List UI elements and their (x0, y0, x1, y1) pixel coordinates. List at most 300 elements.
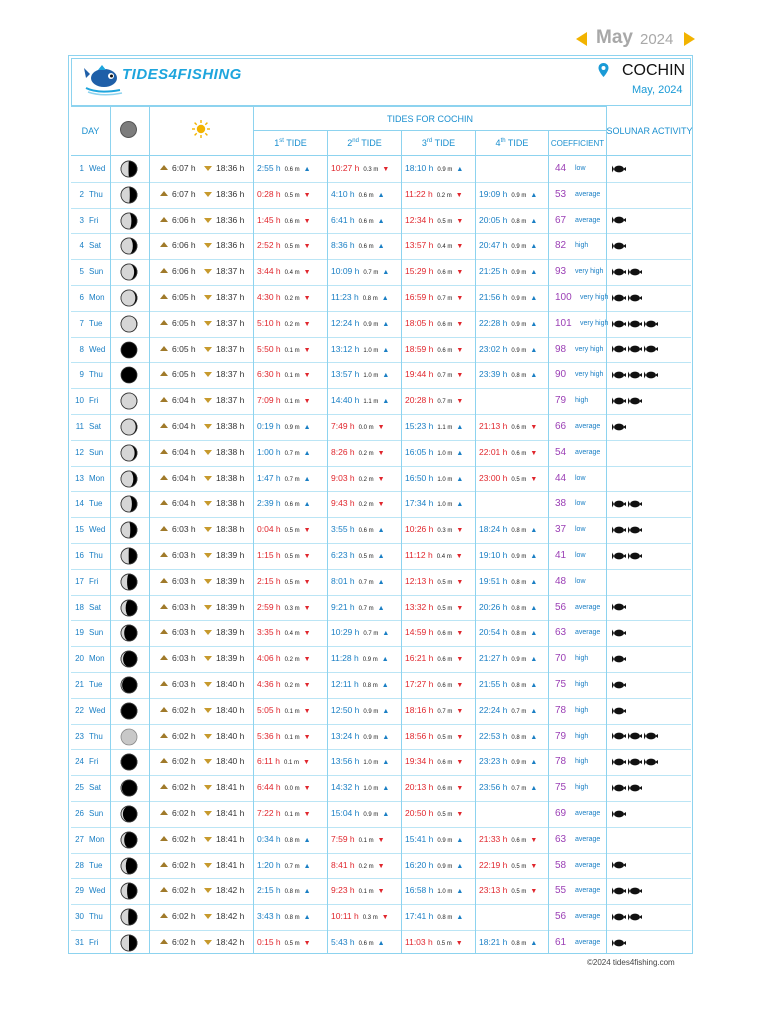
tide-cell (405, 543, 463, 569)
low-tide-arrow-icon: ▼ (456, 269, 464, 277)
high-tide-arrow-icon: ▲ (530, 707, 538, 715)
tide-height: 0.8 m (362, 683, 378, 689)
low-tide-arrow-icon: ▼ (456, 578, 464, 586)
tide2-number: 2 (347, 138, 353, 148)
row-divider (71, 259, 691, 260)
sun-header-icon (192, 120, 210, 138)
tide-time: 18:21 h (479, 937, 508, 947)
fish-activity-icon (628, 371, 642, 379)
previous-month-arrow-icon[interactable] (576, 32, 587, 46)
fish-activity-icon (612, 629, 626, 637)
table-row (0, 698, 768, 724)
weekday: Fri (89, 576, 99, 586)
sunrise-time: 6:03 h (172, 550, 196, 560)
tide-cell (257, 595, 311, 621)
sunrise (160, 233, 196, 259)
tide-cell (331, 595, 385, 621)
tide-height: 0.2 m (284, 321, 300, 328)
tide-time: 0:15 h (257, 937, 281, 947)
tide1-number: 1 (274, 138, 280, 148)
tide-height: 0.5 m (284, 579, 300, 586)
sunrise-arrow-icon (160, 242, 168, 247)
coefficient-label: average (575, 603, 601, 611)
high-tide-arrow-icon: ▲ (382, 707, 390, 715)
tide-time: 12:50 h (331, 704, 360, 715)
tide-time: 15:23 h (405, 421, 434, 431)
fish-activity-icon (612, 500, 626, 508)
sunset-arrow-icon (204, 166, 212, 171)
row-divider (71, 388, 691, 389)
sunrise-arrow-icon (160, 500, 168, 505)
day-number: 1 (79, 164, 84, 173)
tide3-sup: rd (426, 138, 433, 144)
solunar-activity (612, 259, 644, 285)
tide-time: 5:10 h (257, 317, 281, 328)
high-tide-arrow-icon: ▲ (303, 914, 311, 922)
low-tide-arrow-icon: ▼ (456, 372, 464, 380)
sunset-arrow-icon (204, 501, 212, 506)
high-tide-arrow-icon: ▲ (303, 501, 311, 509)
day-number: 4 (79, 241, 84, 251)
sunset-arrow-icon (204, 759, 212, 764)
tide-time: 10:11 h (331, 911, 359, 922)
sunset-arrow-icon (204, 192, 212, 197)
coefficient-value: 79 (555, 730, 567, 742)
tide-height: 0.9 m (437, 167, 453, 173)
sunrise-time: 6:02 h (172, 885, 196, 896)
weekday: Thu (89, 370, 103, 380)
sunrise-arrow-icon (160, 526, 168, 531)
sunset-time: 18:36 h (216, 214, 245, 225)
tide-height: 0.1 m (358, 837, 374, 844)
tide-height: 0.8 m (511, 218, 527, 225)
tide-time: 6:23 h (331, 550, 355, 560)
row-divider (71, 440, 691, 441)
tide-time: 19:44 h (405, 369, 434, 380)
sunrise (160, 853, 196, 879)
sunset (204, 595, 244, 621)
coefficient-value: 54 (555, 446, 567, 458)
tide-height: 0.1 m (284, 812, 300, 818)
tide-cell (405, 569, 463, 595)
sunrise-arrow-icon (160, 810, 168, 815)
low-tide-arrow-icon: ▼ (303, 372, 311, 380)
coefficient-label: very high (575, 268, 604, 276)
high-tide-arrow-icon: ▲ (382, 733, 390, 741)
tide-cell (331, 827, 385, 853)
sunrise-arrow-icon (160, 707, 168, 712)
tide-time: 21:33 h (479, 833, 508, 844)
high-tide-arrow-icon: ▲ (456, 424, 464, 431)
tide-time: 10:26 h (405, 524, 434, 535)
tide-cell (331, 543, 385, 569)
tide-height: 0.9 m (511, 554, 527, 560)
fish-activity-icon (612, 603, 626, 611)
solunar-activity (612, 362, 660, 388)
table-row (0, 182, 768, 208)
row-divider (71, 182, 691, 183)
tide-time: 16:21 h (405, 653, 434, 664)
tide-cell (479, 595, 537, 621)
sunrise-time: 6:02 h (172, 704, 196, 715)
tide-time: 2:59 h (257, 601, 281, 612)
coefficient-label: average (575, 423, 601, 430)
tide-time: 12:11 h (331, 679, 359, 689)
tide-time: 8:01 h (331, 575, 355, 586)
tide-height: 0.7 m (358, 605, 374, 612)
tide-time: 1:15 h (257, 550, 281, 560)
low-tide-arrow-icon: ▼ (303, 811, 311, 818)
tide-time: 15:29 h (405, 266, 434, 277)
tide-time: 4:06 h (257, 653, 281, 664)
tide-height: 1.0 m (363, 347, 379, 354)
tide-cell (257, 620, 311, 646)
tide-time: 22:24 h (479, 704, 508, 715)
tide-cell (257, 182, 311, 208)
sunset (204, 491, 244, 517)
day-number: 20 (75, 654, 84, 664)
fish-activity-icon (612, 732, 626, 740)
solunar-activity (612, 930, 628, 956)
tide-cell (331, 620, 389, 646)
low-tide-arrow-icon: ▼ (456, 527, 464, 535)
tide3-header (402, 138, 475, 148)
tide-height: 0.2 m (358, 450, 374, 457)
tide-height: 0.7 m (363, 631, 379, 638)
high-tide-arrow-icon: ▲ (303, 888, 311, 896)
tide4-word: TIDE (507, 138, 529, 148)
weekday: Sun (89, 809, 104, 818)
coefficient-label: high (575, 784, 589, 792)
low-tide-arrow-icon: ▼ (303, 759, 310, 767)
row-divider (71, 749, 691, 750)
header-top-line (71, 106, 606, 107)
tide-height: 0.9 m (511, 321, 527, 328)
solunar-activity (612, 698, 628, 724)
sunset-time: 18:39 h (216, 575, 245, 586)
tide-height: 0.5 m (437, 812, 453, 818)
low-tide-arrow-icon: ▼ (456, 217, 464, 225)
day-number: 27 (75, 834, 84, 844)
tide-time: 20:50 h (405, 808, 434, 818)
tide-time: 22:01 h (479, 446, 508, 457)
tide-cell (405, 595, 463, 621)
tide-height: 0.9 m (284, 425, 300, 431)
tide-cell (479, 930, 537, 956)
fish-activity-icon (628, 913, 642, 921)
tide-height: 0.5 m (284, 554, 300, 560)
tide-height: 0.5 m (284, 192, 300, 199)
tide-cell (405, 156, 463, 182)
sunset (204, 208, 244, 234)
fish-activity-icon (628, 732, 642, 740)
row-divider (71, 337, 691, 338)
tide-cell (479, 285, 537, 311)
nav-year: 2024 (640, 31, 674, 48)
fish-activity-icon (612, 552, 626, 560)
tides-subheader-line (254, 130, 606, 131)
solunar-activity (612, 878, 644, 904)
next-month-arrow-icon[interactable] (684, 32, 695, 46)
tide-time: 20:47 h (479, 240, 508, 251)
tide-cell (405, 672, 463, 698)
sunset-time: 18:40 h (216, 704, 245, 715)
day-number: 13 (75, 473, 84, 483)
weekday: Mon (89, 473, 105, 483)
tide-time: 12:34 h (405, 214, 434, 225)
sunrise (160, 491, 196, 517)
tide-cell (331, 156, 389, 182)
tide-height: 1.0 m (363, 760, 379, 767)
moon-phase-icon (120, 470, 138, 488)
tide-height: 0.5 m (284, 244, 300, 251)
table-row (0, 595, 768, 621)
sunrise (160, 182, 196, 208)
sunrise-time: 6:02 h (172, 833, 196, 844)
high-tide-arrow-icon: ▲ (382, 398, 390, 406)
tide-time: 10:09 h (331, 266, 360, 277)
sunset-arrow-icon (204, 321, 212, 326)
tide-cell (405, 517, 463, 543)
weekday: Sat (89, 422, 102, 431)
sunrise (160, 414, 196, 440)
coefficient-value: 75 (555, 679, 567, 690)
solunar-activity (612, 775, 644, 801)
fish-activity-icon (628, 345, 642, 353)
fish-logo-icon (84, 64, 124, 98)
month-navigator (572, 26, 697, 52)
sunset-arrow-icon (204, 295, 212, 300)
day-number: 17 (75, 576, 84, 586)
tide-cell (405, 904, 463, 930)
sunrise-arrow-icon (160, 604, 168, 609)
moon-phase-icon (120, 599, 138, 617)
tide-cell (257, 517, 311, 543)
high-tide-arrow-icon: ▲ (456, 475, 464, 483)
tide-cell (479, 749, 537, 775)
tide-cell (331, 337, 389, 363)
fish-activity-icon (612, 810, 626, 818)
sunset-time: 18:38 h (216, 472, 245, 483)
tide-time: 10:27 h (331, 163, 360, 173)
weekday: Thu (89, 551, 103, 560)
sunset-arrow-icon (204, 940, 212, 945)
row-divider (71, 698, 691, 699)
tide-time: 23:56 h (479, 782, 508, 793)
tide-time: 16:59 h (405, 292, 434, 302)
low-tide-arrow-icon: ▼ (303, 707, 311, 715)
low-tide-arrow-icon: ▼ (530, 449, 538, 457)
tide-time: 1:45 h (257, 214, 281, 225)
tide-time: 8:41 h (331, 859, 355, 870)
sunset-arrow-icon (204, 218, 212, 223)
sunrise-time: 6:05 h (172, 317, 196, 328)
high-tide-arrow-icon: ▲ (530, 217, 538, 225)
tide-time: 18:24 h (479, 524, 508, 535)
sunrise (160, 259, 196, 285)
tide-height: 0.1 m (284, 734, 300, 741)
tide-height: 0.9 m (437, 863, 453, 870)
high-tide-arrow-icon: ▲ (303, 836, 311, 844)
sunrise-arrow-icon (160, 887, 168, 892)
tide-time: 0:04 h (257, 524, 281, 535)
tide-height: 0.3 m (437, 528, 453, 535)
tide4-sup: th (500, 138, 506, 144)
coefficient-value: 63 (555, 627, 567, 639)
tide-cell (331, 672, 389, 698)
high-tide-arrow-icon: ▲ (530, 630, 538, 638)
coefficient-label: low (575, 552, 586, 559)
sunrise (160, 362, 196, 388)
weekday: Sun (89, 628, 104, 638)
solunar-activity (612, 646, 628, 672)
tide-time: 13:56 h (331, 756, 360, 767)
high-tide-arrow-icon: ▲ (377, 553, 385, 560)
sunrise-time: 6:03 h (172, 575, 196, 586)
tide-height: 0.1 m (284, 373, 300, 380)
tide-time: 2:39 h (257, 498, 281, 509)
sunset (204, 646, 244, 672)
tide-cell (331, 311, 389, 337)
moon-phase-icon (120, 418, 138, 436)
tide-time: 3:43 h (257, 911, 281, 922)
tide-cell (257, 233, 311, 259)
low-tide-arrow-icon: ▼ (303, 578, 311, 586)
sunrise-arrow-icon (160, 371, 168, 376)
coefficient-label: high (575, 706, 589, 714)
tide-height: 0.4 m (436, 554, 452, 560)
coefficient-label: average (575, 939, 601, 946)
city-name: COCHIN (622, 62, 686, 79)
tide-time: 11:03 h (405, 937, 433, 947)
sunset-arrow-icon (204, 269, 212, 274)
tide-time: 16:20 h (405, 859, 434, 870)
high-tide-arrow-icon: ▲ (303, 475, 311, 483)
tide-time: 18:59 h (405, 343, 434, 354)
low-tide-arrow-icon: ▼ (456, 785, 464, 793)
sunset (204, 156, 244, 182)
sunset (204, 672, 244, 698)
tide-cell (479, 698, 537, 724)
weekday: Mon (89, 834, 105, 844)
moon-phase-icon (120, 341, 138, 359)
tide3-word: TIDE (434, 138, 456, 148)
tide-cell (331, 440, 385, 466)
tide-time: 17:41 h (405, 911, 434, 922)
sunset (204, 414, 244, 440)
moon-phase-icon (120, 315, 138, 333)
sunset-time: 18:41 h (216, 833, 245, 844)
tide-time: 13:57 h (405, 240, 434, 251)
tide-cell (405, 388, 463, 414)
row-divider (71, 878, 691, 879)
coefficient-value: 78 (555, 704, 567, 716)
high-tide-arrow-icon: ▲ (377, 940, 385, 947)
tide-cell (479, 337, 537, 363)
day-number: 23 (75, 731, 84, 741)
sunrise-time: 6:03 h (172, 653, 196, 664)
sunset-time: 18:36 h (216, 188, 245, 199)
day-number: 6 (79, 293, 84, 302)
tide-height: 0.8 m (437, 915, 453, 922)
fish-activity-icon (612, 707, 626, 715)
fish-activity-icon (612, 397, 626, 405)
solunar-activity (612, 904, 644, 930)
tide-time: 23:23 h (479, 756, 508, 767)
tide-time: 14:32 h (331, 782, 360, 793)
solunar-activity (612, 414, 628, 440)
sunrise-arrow-icon (160, 294, 168, 299)
tide-height: 0.5 m (437, 734, 453, 741)
sunset (204, 285, 244, 311)
tide-cell (331, 208, 385, 234)
sunset-arrow-icon (204, 863, 212, 868)
high-tide-arrow-icon: ▲ (530, 604, 538, 612)
day-number: 10 (75, 396, 84, 406)
tide-cell (479, 775, 537, 801)
fish-activity-icon (612, 887, 626, 895)
coefficient-value: 78 (555, 756, 567, 768)
sunset-arrow-icon (204, 888, 212, 893)
day-number: 19 (75, 628, 84, 638)
tide-cell (257, 156, 311, 182)
nav-month: May (596, 27, 633, 48)
tide-cell (405, 878, 463, 904)
solunar-activity (612, 388, 644, 414)
tide-height: 0.6 m (358, 528, 374, 535)
tide-height: 0.6 m (358, 218, 374, 225)
tide-time: 15:04 h (331, 808, 360, 818)
tide-time: 9:23 h (331, 885, 355, 896)
moon-phase-icon (120, 289, 138, 307)
tide-cell (331, 904, 389, 930)
sunrise-arrow-icon (160, 758, 168, 763)
sunset-arrow-icon (204, 734, 212, 739)
high-tide-arrow-icon: ▲ (456, 888, 464, 896)
sunset-time: 18:37 h (216, 266, 245, 277)
sunrise (160, 337, 196, 363)
tide-cell (479, 233, 537, 259)
moon-phase-icon (120, 882, 138, 900)
sunrise-arrow-icon (160, 552, 168, 557)
coefficient-label: average (575, 887, 601, 895)
tide-cell (257, 853, 311, 879)
coefficient-label: high (575, 681, 589, 688)
weekday: Fri (89, 938, 99, 947)
low-tide-arrow-icon: ▼ (381, 914, 389, 922)
sunrise (160, 827, 196, 853)
fish-activity-icon (612, 423, 626, 431)
tide1-word: TIDE (286, 138, 307, 148)
table-row (0, 620, 768, 646)
moon-phase-icon (120, 521, 138, 539)
tide-cell (331, 414, 385, 440)
low-tide-arrow-icon: ▼ (456, 682, 464, 689)
high-tide-arrow-icon: ▲ (530, 785, 538, 793)
sunset-arrow-icon (204, 424, 212, 429)
solunar-activity (612, 672, 628, 698)
tide-height: 0.2 m (284, 296, 300, 302)
fish-activity-icon (612, 939, 626, 947)
tide-time: 8:36 h (331, 240, 355, 251)
fish-activity-icon (628, 397, 642, 405)
tide-height: 0.9 m (363, 812, 379, 818)
moon-phase-icon (120, 160, 138, 178)
row-divider (71, 853, 691, 854)
coefficient-label: average (575, 861, 601, 869)
sunrise-time: 6:05 h (172, 369, 196, 380)
low-tide-arrow-icon: ▼ (456, 398, 464, 406)
